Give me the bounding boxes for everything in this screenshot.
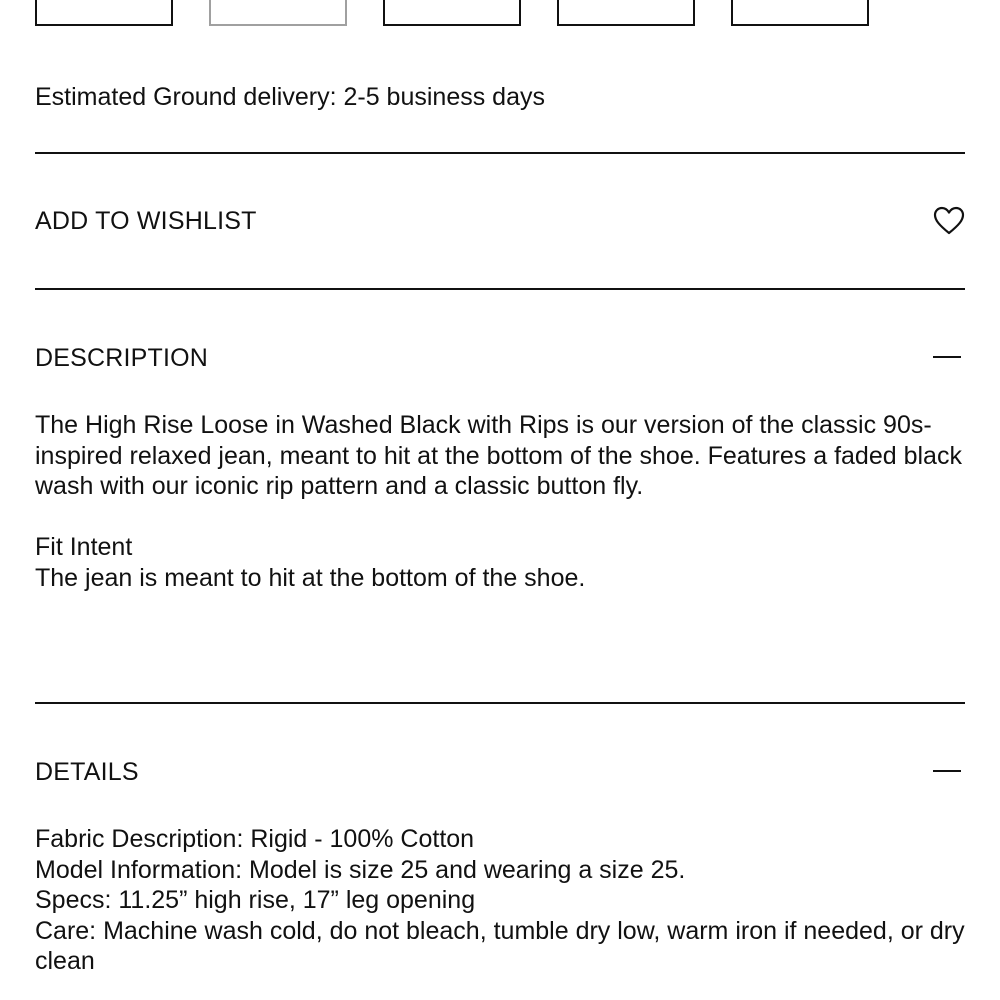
minus-icon <box>933 770 961 772</box>
wishlist-label: ADD TO WISHLIST <box>35 207 257 235</box>
details-specs: Specs: 11.25” high rise, 17” leg opening <box>35 886 476 914</box>
description-body: The High Rise Loose in Washed Black with Rips is our version of the classic 90s-inspired relaxed jean, meant to hit at the bottom of the shoe. Features a faded black wash with our iconic rip pattern and a classic button fly. <box>35 411 962 500</box>
size-option[interactable] <box>557 0 695 26</box>
fit-intent-title: Fit Intent <box>35 533 133 561</box>
details-care: Care: Machine wash cold, do not bleach, tumble dry low, warm iron if needed, or dry clean <box>35 916 965 975</box>
size-option[interactable] <box>35 0 173 26</box>
add-to-wishlist-button[interactable] <box>35 190 965 254</box>
description-content <box>35 410 965 593</box>
size-option[interactable] <box>383 0 521 26</box>
divider <box>35 152 965 154</box>
details-content <box>35 824 965 977</box>
description-title: DESCRIPTION <box>35 344 209 372</box>
details-accordion-header[interactable] <box>35 747 965 797</box>
divider <box>35 702 965 704</box>
size-option[interactable] <box>731 0 869 26</box>
size-option-unavailable[interactable] <box>209 0 347 26</box>
fit-intent-body: The jean is meant to hit at the bottom of the shoe. <box>35 563 586 592</box>
size-selector <box>35 0 869 28</box>
description-accordion-header[interactable] <box>35 333 965 383</box>
divider <box>35 288 965 290</box>
details-title: DETAILS <box>35 758 139 786</box>
minus-icon <box>933 356 961 358</box>
delivery-estimate: Estimated Ground delivery: 2-5 business days <box>35 83 545 111</box>
details-model: Model Information: Model is size 25 and wearing a size 25. <box>35 855 686 884</box>
details-fabric: Fabric Description: Rigid - 100% Cotton <box>35 825 475 853</box>
heart-icon <box>933 206 965 236</box>
